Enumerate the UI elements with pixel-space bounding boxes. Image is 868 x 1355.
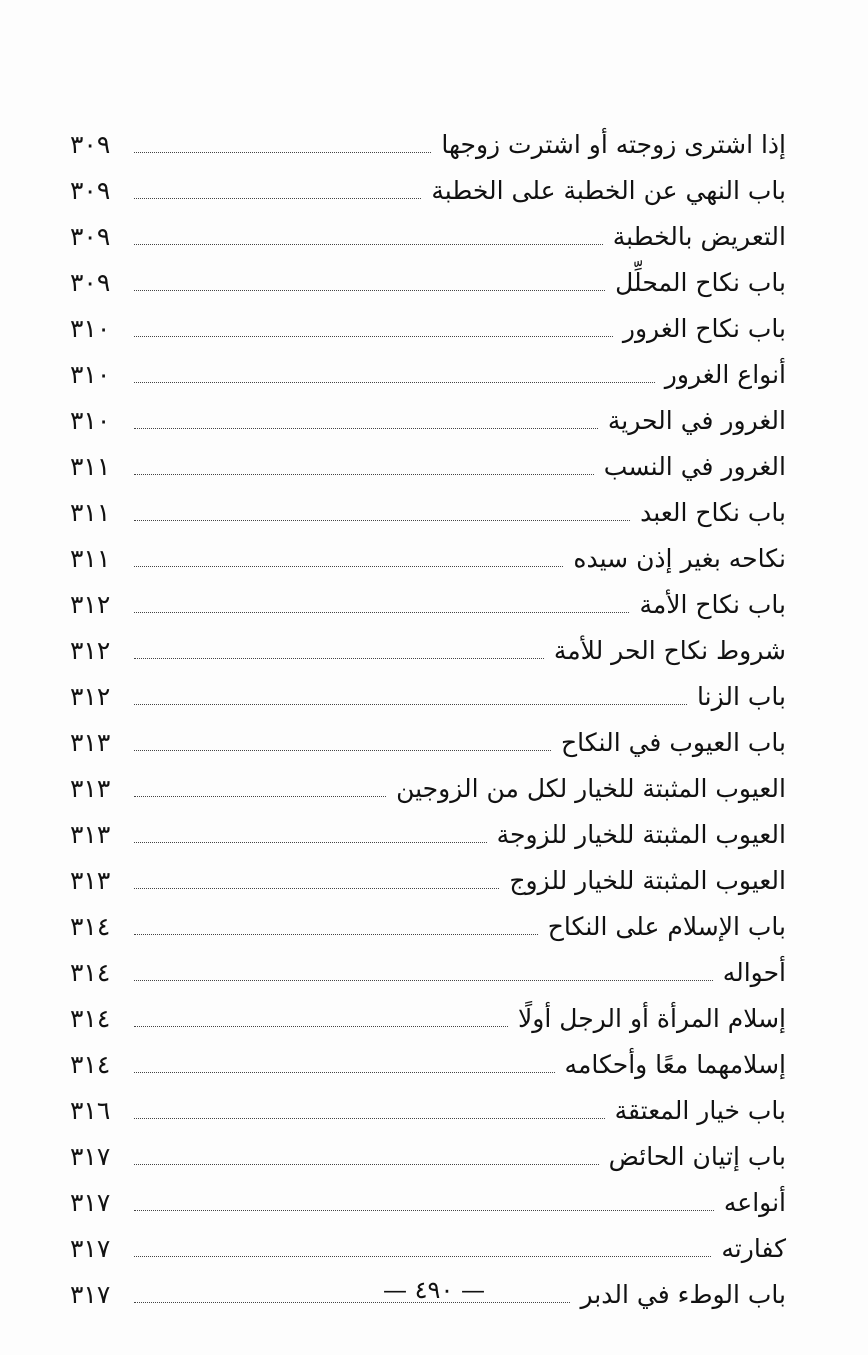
toc-entry-page-number: ٣١٧	[70, 1280, 111, 1309]
toc-entry	[70, 820, 786, 866]
toc-entry	[70, 1050, 786, 1096]
toc-entry-title: باب نكاح المحلِّل	[615, 268, 786, 297]
toc-entry-title: إسلامهما معًا وأحكامه	[564, 1050, 786, 1079]
dot-leader	[134, 842, 487, 843]
toc-entry-page-number: ٣١٣	[70, 774, 111, 803]
toc-entry-page-number: ٣١٠	[70, 314, 111, 343]
toc-entry	[70, 728, 786, 774]
dot-leader	[134, 1256, 711, 1257]
toc-entry-title: التعريض بالخطبة	[612, 222, 786, 251]
toc-entry-page-number: ٣١١	[70, 452, 111, 481]
toc-entry-title: أنواعه	[723, 1188, 786, 1217]
toc-entry-title: إذا اشترى زوجته أو اشترت زوجها	[441, 130, 786, 159]
toc-entry-page-number: ٣٠٩	[70, 130, 111, 159]
toc-entry-title: باب نكاح الغرور	[622, 314, 786, 343]
toc-entry	[70, 958, 786, 1004]
dot-leader	[134, 612, 629, 613]
toc-entry-title: إسلام المرأة أو الرجل أولًا	[518, 1004, 786, 1033]
toc-entry-page-number: ٣٠٩	[70, 268, 111, 297]
toc-entry	[70, 406, 786, 452]
toc-entry-page-number: ٣١٤	[70, 958, 111, 987]
toc-entry	[70, 1142, 786, 1188]
toc-entry-page-number: ٣١٧	[70, 1234, 111, 1263]
toc-entry-page-number: ٣٠٩	[70, 176, 111, 205]
dot-leader	[134, 290, 605, 291]
toc-entry	[70, 1234, 786, 1280]
dot-leader	[134, 520, 630, 521]
dot-leader	[134, 336, 613, 337]
toc-entry-page-number: ٣١٤	[70, 1004, 111, 1033]
toc-entry	[70, 544, 786, 590]
toc-entry-page-number: ٣١١	[70, 498, 111, 527]
toc-entry-title: أحواله	[722, 958, 786, 987]
toc-entry-title: العيوب المثبتة للخيار للزوج	[509, 866, 786, 895]
toc-entry-title: العيوب المثبتة للخيار للزوجة	[496, 820, 786, 849]
toc-entry	[70, 912, 786, 958]
toc-entry-title: باب نكاح العبد	[640, 498, 786, 527]
toc-entry-title: باب الزنا	[697, 682, 786, 711]
toc-entry-page-number: ٣١٦	[70, 1096, 111, 1125]
toc-entry-page-number: ٣١٣	[70, 728, 111, 757]
toc-entry	[70, 360, 786, 406]
page-number-footer: — ٤٩٠ —	[383, 1276, 485, 1304]
toc-entry	[70, 314, 786, 360]
dot-leader	[134, 1118, 605, 1119]
table-of-contents	[70, 130, 786, 1326]
toc-entry	[70, 452, 786, 498]
dot-leader	[134, 1026, 508, 1027]
toc-entry-page-number: ٣١٠	[70, 360, 111, 389]
toc-entry	[70, 1004, 786, 1050]
toc-entry-page-number: ٣١٤	[70, 1050, 111, 1079]
toc-entry	[70, 774, 786, 820]
dot-leader	[134, 198, 421, 199]
dot-leader	[134, 474, 594, 475]
toc-entry-page-number: ٣٠٩	[70, 222, 111, 251]
toc-entry-title: شروط نكاح الحر للأمة	[553, 636, 786, 665]
toc-entry	[70, 1188, 786, 1234]
dot-leader	[134, 658, 544, 659]
toc-entry	[70, 1096, 786, 1142]
dot-leader	[134, 1072, 555, 1073]
dot-leader	[134, 244, 603, 245]
toc-entry	[70, 866, 786, 912]
toc-entry-title: باب نكاح الأمة	[639, 590, 786, 619]
toc-entry-page-number: ٣١٧	[70, 1142, 111, 1171]
toc-entry	[70, 176, 786, 222]
toc-entry	[70, 222, 786, 268]
dot-leader	[134, 382, 655, 383]
dot-leader	[134, 1210, 714, 1211]
dot-leader	[134, 566, 563, 567]
toc-entry	[70, 590, 786, 636]
toc-entry-page-number: ٣١٣	[70, 820, 111, 849]
dot-leader	[134, 796, 386, 797]
dot-leader	[134, 152, 431, 153]
toc-entry-page-number: ٣١٢	[70, 590, 111, 619]
toc-entry-page-number: ٣١١	[70, 544, 111, 573]
dot-leader	[134, 980, 713, 981]
toc-entry-page-number: ٣١٢	[70, 636, 111, 665]
toc-entry	[70, 498, 786, 544]
toc-entry-title: باب الإسلام على النكاح	[547, 912, 786, 941]
dot-leader	[134, 888, 499, 889]
dot-leader	[134, 934, 538, 935]
toc-entry-page-number: ٣١٢	[70, 682, 111, 711]
toc-entry-title: كفارته	[721, 1234, 786, 1263]
toc-entry-title: باب العيوب في النكاح	[560, 728, 786, 757]
dot-leader	[134, 1164, 599, 1165]
toc-entry-title: الغرور في الحرية	[607, 406, 786, 435]
toc-entry-page-number: ٣١٧	[70, 1188, 111, 1217]
toc-entry-title: باب النهي عن الخطبة على الخطبة	[431, 176, 786, 205]
toc-entry-page-number: ٣١٣	[70, 866, 111, 895]
toc-entry-title: باب الوطء في الدبر	[580, 1280, 786, 1309]
toc-entry-title: الغرور في النسب	[603, 452, 786, 481]
toc-entry	[70, 636, 786, 682]
toc-entry-title: أنواع الغرور	[664, 360, 786, 389]
toc-entry-page-number: ٣١٤	[70, 912, 111, 941]
toc-entry-page-number: ٣١٠	[70, 406, 111, 435]
toc-entry	[70, 268, 786, 314]
toc-entry	[70, 682, 786, 728]
toc-entry-title: العيوب المثبتة للخيار لكل من الزوجين	[396, 774, 786, 803]
toc-entry-title: باب إتيان الحائض	[608, 1142, 786, 1171]
toc-entry-title: نكاحه بغير إذن سيده	[573, 544, 786, 573]
dot-leader	[134, 750, 551, 751]
toc-entry	[70, 130, 786, 176]
toc-entry-title: باب خيار المعتقة	[614, 1096, 786, 1125]
dot-leader	[134, 428, 598, 429]
dot-leader	[134, 704, 687, 705]
